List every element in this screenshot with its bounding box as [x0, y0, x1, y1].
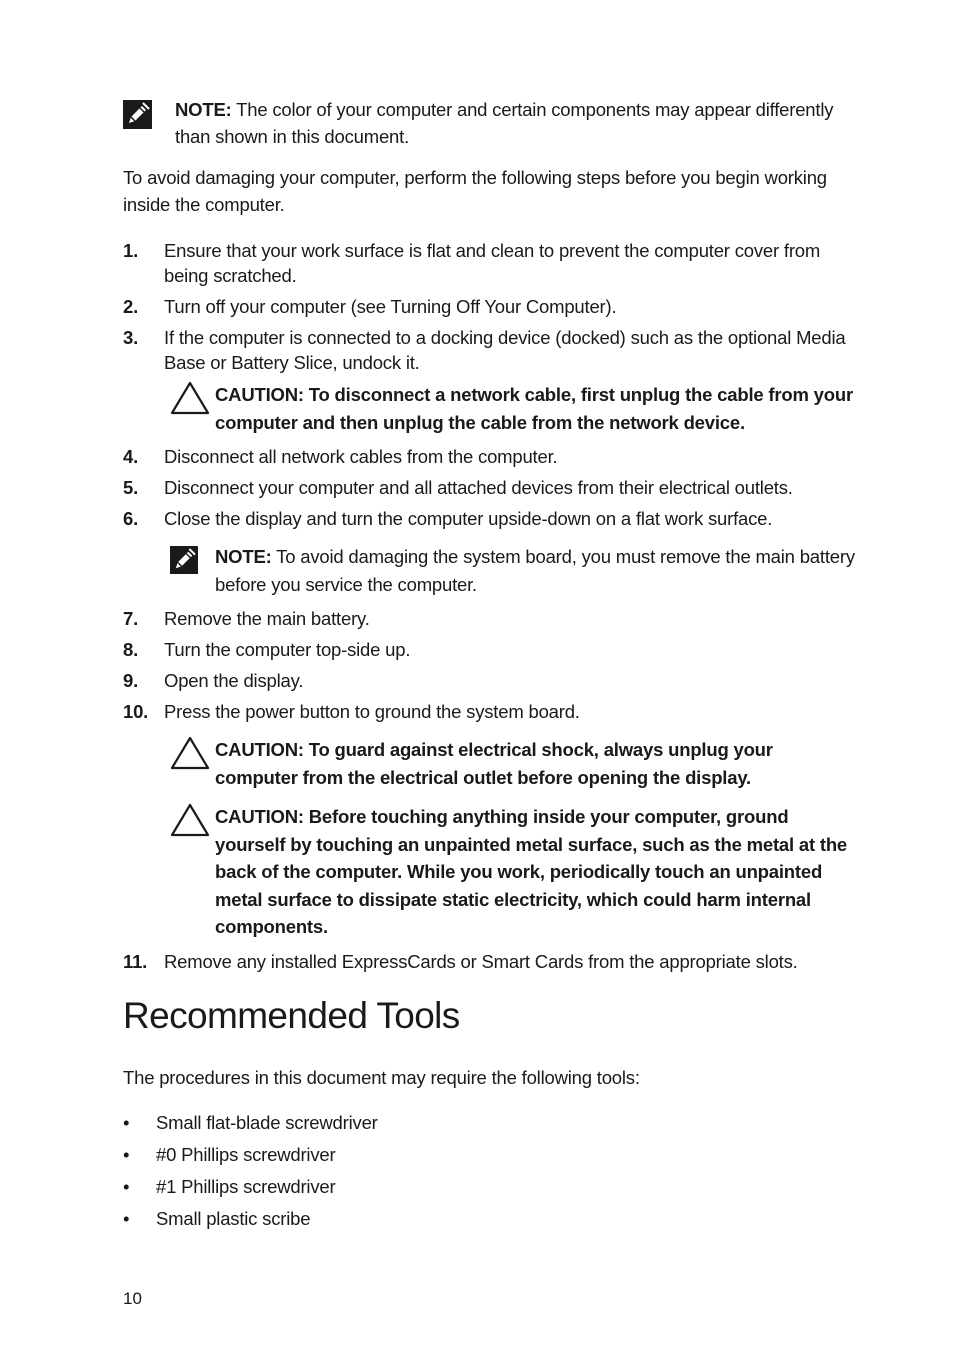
- caution-text: CAUTION: To guard against electrical shock, always unplug your computer from the electrical outlet before opening the display.: [215, 739, 773, 788]
- step-text: Disconnect all network cables from the computer.: [164, 446, 558, 467]
- step-text: Turn off your computer (see Turning Off Your Computer).: [164, 296, 617, 317]
- steps-list: [123, 444, 858, 531]
- list-item: [123, 668, 858, 693]
- step-number: 1.: [123, 240, 139, 261]
- list-item: [123, 506, 858, 531]
- intro-paragraph: To avoid damaging your computer, perform the following steps before you begin working inside the computer.: [123, 167, 827, 215]
- step-text: Open the display.: [164, 670, 304, 691]
- caution-network-cable: [164, 381, 858, 436]
- list-item: [123, 1139, 858, 1171]
- step-number: 7.: [123, 608, 139, 629]
- caution-static-electricity: [164, 803, 858, 941]
- step-number: 6.: [123, 508, 139, 529]
- page-content: [123, 96, 858, 1235]
- caution-text: CAUTION: Before touching anything inside your computer, ground yourself by touching an unpainted metal surface, such as the metal at the back of the computer. While you work, periodically touch an unpainted metal surface to dissipate static electricity, which could harm internal components.: [215, 806, 848, 937]
- note-main-battery: [164, 543, 858, 598]
- list-item: [123, 1171, 858, 1203]
- section-heading: Recommended Tools: [123, 994, 460, 1036]
- step-number: 8.: [123, 639, 139, 660]
- caution-triangle-icon: [170, 736, 210, 770]
- list-item: [123, 444, 858, 469]
- bullet: •: [123, 1175, 130, 1197]
- page-number: 10: [123, 1289, 142, 1308]
- steps-list: [123, 606, 858, 724]
- note-text: To avoid damaging the system board, you must remove the main battery before you service the computer.: [215, 546, 855, 595]
- tools-list: [123, 1107, 858, 1235]
- step-number: 4.: [123, 446, 139, 467]
- bullet: •: [123, 1207, 130, 1229]
- list-item: [123, 606, 858, 631]
- bullet: •: [123, 1111, 130, 1133]
- step-text: Disconnect your computer and all attached devices from their electrical outlets.: [164, 477, 793, 498]
- list-item: [123, 699, 858, 724]
- step-text: Remove the main battery.: [164, 608, 370, 629]
- note-pencil-icon: [123, 100, 152, 129]
- list-item: [123, 1107, 858, 1139]
- tool-name: Small flat-blade screwdriver: [156, 1111, 378, 1133]
- caution-electrical-shock: [164, 736, 858, 791]
- step-text: If the computer is connected to a docking device (docked) such as the optional Media Base or Battery Slice, undock it.: [164, 327, 846, 373]
- step-number: 10.: [123, 701, 149, 722]
- note-label: NOTE:: [215, 546, 272, 567]
- note-label: NOTE:: [175, 99, 232, 120]
- note-pencil-icon: [170, 546, 198, 574]
- step-number: 9.: [123, 670, 139, 691]
- step-text: Close the display and turn the computer upside-down on a flat work surface.: [164, 508, 773, 529]
- list-item: [123, 1203, 858, 1235]
- list-item: [123, 294, 858, 319]
- list-item: [123, 325, 858, 375]
- step-number: 2.: [123, 296, 139, 317]
- caution-triangle-icon: [170, 381, 210, 415]
- steps-list: [123, 949, 858, 974]
- list-item: [123, 637, 858, 662]
- bullet: •: [123, 1143, 130, 1165]
- tool-name: Small plastic scribe: [156, 1207, 311, 1229]
- step-text: Ensure that your work surface is flat and clean to prevent the computer cover from being scratched.: [164, 240, 821, 286]
- note-color-components: [123, 96, 858, 150]
- step-number: 5.: [123, 477, 139, 498]
- tool-name: #0 Phillips screwdriver: [156, 1143, 336, 1165]
- note-text: The color of your computer and certain components may appear differently than shown in this document.: [175, 99, 834, 147]
- step-text: Turn the computer top-side up.: [164, 639, 411, 660]
- list-item: [123, 949, 858, 974]
- tool-name: #1 Phillips screwdriver: [156, 1175, 336, 1197]
- step-number: 11.: [123, 950, 148, 972]
- step-number: 3.: [123, 327, 139, 348]
- caution-text: CAUTION: To disconnect a network cable, first unplug the cable from your computer and then unplug the cable from the network device.: [215, 384, 853, 433]
- caution-triangle-icon: [170, 803, 210, 837]
- list-item: [123, 475, 858, 500]
- list-item: [123, 238, 858, 288]
- step-text: Press the power button to ground the system board.: [164, 701, 580, 722]
- steps-list: [123, 238, 858, 375]
- step-text: Remove any installed ExpressCards or Smart Cards from the appropriate slots.: [164, 950, 798, 972]
- tools-intro: The procedures in this document may require the following tools:: [123, 1066, 640, 1088]
